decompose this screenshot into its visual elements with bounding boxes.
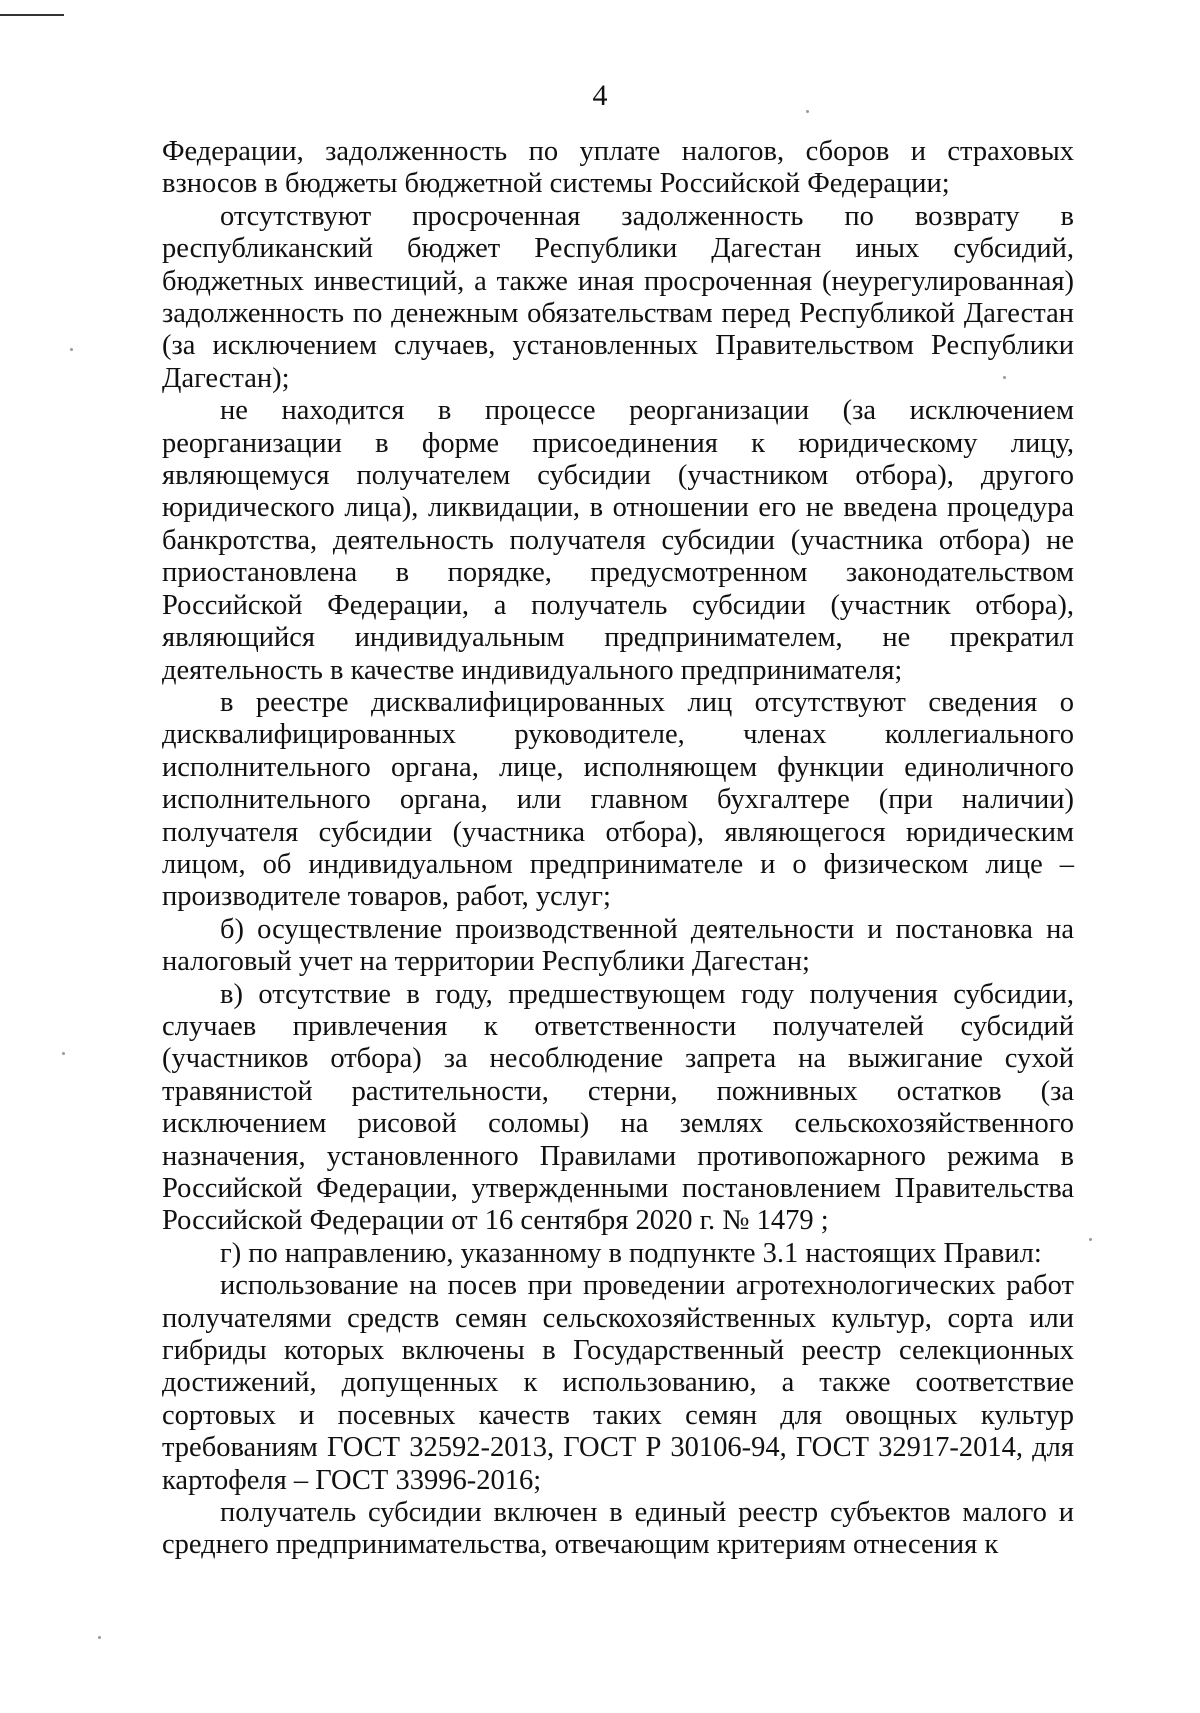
paragraph: Федерации, задолженность по уплате налогов, сборов и страховых взносов в бюджеты бюджетной системы Российской Федерации;	[162, 136, 1074, 200]
paragraph: в) отсутствие в году, предшествующем году получения субсидии, случаев привлечения к ответственности получателей субсидий (участников отбора) за несоблюдение запрета на выжигание сухой травянистой растительности, стерни, пожнивных остатков (за исключением рисовой соломы) на землях сельскохозяйственного назначения, установленного Правилами противопожарного режима в Российской Федерации, утвержденными постановлением Правительства Российской Федерации от 16 сентября 2020 г. № 1479 ;	[162, 978, 1074, 1237]
scan-speck	[70, 348, 73, 351]
paragraph: использование на посев при проведении агротехнологических работ получателями средств семян сельскохозяйственных культур, сорта или гибриды которых включены в Государственный реестр селекционных достижений, допущенных к использованию, а также соответствие сортовых и посевных качеств таких семян для овощных культур требованиям ГОСТ 32592-2013, ГОСТ Р 30106-94, ГОСТ 32917-2014, для картофеля – ГОСТ 33996-2016;	[162, 1270, 1074, 1496]
page-number: 4	[592, 79, 608, 112]
document-body	[162, 136, 1074, 1562]
paragraph: б) осуществление производственной деятельности и постановка на налоговый учет на территории Республики Дагестан;	[162, 913, 1074, 978]
paragraph: получатель субсидии включен в единый реестр субъектов малого и среднего предпринимательства, отвечающим критериям отнесения к	[162, 1497, 1074, 1561]
scan-speck	[98, 1636, 101, 1639]
scan-corner-mark	[0, 0, 64, 16]
paragraph: г) по направлению, указанному в подпункте 3.1 настоящих Правил:	[220, 1237, 1042, 1269]
scan-speck	[1003, 376, 1006, 379]
scan-speck	[62, 1052, 65, 1055]
paragraph: в реестре дисквалифицированных лиц отсутствуют сведения о дисквалифицированных руководителе, членах коллегиального исполнительного органа, лице, исполняющем функции единоличного исполнительного органа, или главном бухгалтере (при наличии) получателя субсидии (участника отбора), являющегося юридическим лицом, об индивидуальном предпринимателе и о физическом лице – производителе товаров, работ, услуг;	[162, 686, 1074, 913]
paragraph: не находится в процессе реорганизации (за исключением реорганизации в форме присоединения к юридическому лицу, являющемуся получателем субсидии (участником отбора), другого юридического лица), ликвидации, в отношении его не введена процедура банкротства, деятельность получателя субсидии (участника отбора) не приостановлена в порядке, предусмотренном законодательством Российской Федерации, а получатель субсидии (участник отбора), являющийся индивидуальным предпринимателем, не прекратил деятельность в качестве индивидуального предпринимателя;	[162, 395, 1074, 686]
scan-speck	[1089, 1238, 1092, 1241]
paragraph: отсутствуют просроченная задолженность по возврату в республиканский бюджет Республики Дагестан иных субсидий, бюджетных инвестиций, а также иная просроченная (неурегулированная) задолженность по денежным обязательствам перед Республикой Дагестан (за исключением случаев, установленных Правительством Республики Дагестан);	[162, 200, 1074, 394]
scan-speck	[806, 110, 809, 113]
